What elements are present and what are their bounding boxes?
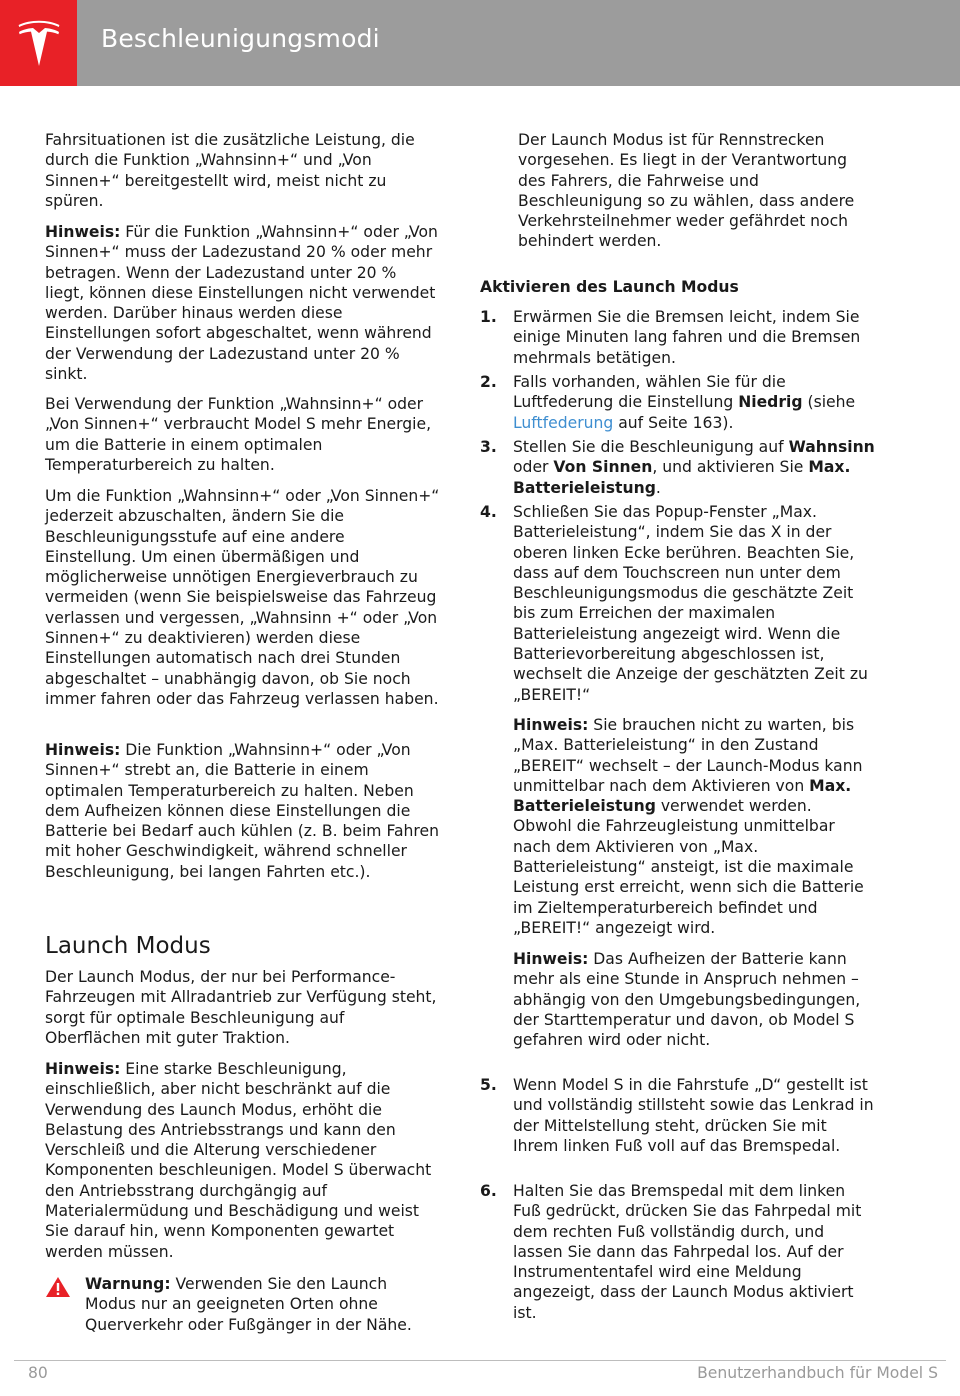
warning-text-block [85,1274,440,1335]
warning-triangle-icon [45,1276,71,1298]
step-text-part: Stellen Sie die Beschleunigung auf [513,438,789,456]
step-number: 2. [480,373,497,391]
setting-name: Von Sinnen [553,458,653,477]
setting-name: Niedrig [738,393,803,412]
note-block [45,740,440,882]
paragraph [45,394,440,475]
step-text-part: (siehe [802,393,856,412]
step-text-part: oder [513,458,554,477]
note-text: Die Funktion „Wahnsinn+“ oder „Von Sinnen+“ strebt an, die Batterie in einem optimalen Temperaturbereich zu halten. Neben dem Aufheizen können diese Einstellungen die Batterie bei Bedarf auch kühlen (z. B. beim Fahren mit hoher Geschwindigkeit, während schneller Beschleunigung, bei langen Fahrten etc.). [45,741,439,881]
warning-continuation [518,130,878,252]
link-luftfederung[interactable]: Luftfederung [513,413,614,432]
step-text: Halten Sie das Bremspedal mit dem linken Fuß gedrückt, drücken Sie das Fahrpedal mit dem rechten Fuß vollständig durch, und lassen Sie dann das Fahrpedal los. Auf der Instrumententafel wird eine Meldung angezeigt, dass der Launch Modus aktiviert ist. [513,1182,862,1322]
step-text: Wenn Model S in die Fahrstufe „D“ gestellt ist und vollständig stillsteht sowie das Lenkrad in der Mittelstellung steht, drücken Sie mit Ihrem linken Fuß voll auf das Bremspedal. [513,1076,874,1155]
step-number: 3. [480,438,497,456]
step-number: 4. [480,503,497,521]
setting-name: Max. Batterieleistung [513,458,851,497]
warning-label: Warnung: [85,1275,171,1293]
brand-logo [0,0,77,86]
paragraph [45,130,440,211]
step-number: 5. [480,1076,497,1094]
note-block [513,949,875,1050]
tesla-logo-icon [16,19,62,67]
step-text-part: . [655,478,661,497]
paragraph [45,486,440,709]
note-block [45,1059,440,1262]
note-label: Hinweis: [45,1060,121,1078]
note-label: Hinweis: [513,716,589,734]
step-number: 6. [480,1182,497,1200]
step-text: Schließen Sie das Popup-Fenster „Max. Batterieleistung“, indem Sie das X in der oberen linken Ecke berühren. Beachten Sie, dass auf dem Touchscreen nun unter dem Beschleunigungsmodus die geschätzte Zeit bis zum Erreichen der maximalen Batterieleistung angezeigt wird. Wenn die Batterievorbereitung abgeschlossen ist, wechselt die Anzeige der geschätzten Zeit zu „BEREIT!“ [513,503,868,704]
page-header [0,0,960,86]
note-text: Das Aufheizen der Batterie kann mehr als eine Stunde in Anspruch nehmen – abhängig von den Umgebungsbedingungen, der Starttemperatur und davon, ob Model S gefahren wird oder nicht. [513,950,861,1050]
note-block [513,715,875,938]
section-heading-aktivieren: Aktivieren des Launch Modus [480,278,739,296]
paragraph-text: Bei Verwendung der Funktion „Wahnsinn+“ oder „Von Sinnen+“ verbraucht Model S mehr Energie, um die Batterie in einem optimalen Temperaturbereich zu halten. [45,395,432,474]
note-block [45,222,440,384]
step-text-part: auf Seite 163). [613,413,734,432]
page-number: 80 [28,1364,48,1382]
footer-divider [14,1360,946,1361]
warning-text: Verwenden Sie den Launch Modus nur an geeigneten Orten ohne Querverkehr oder Fußgänger in der Nähe. [85,1275,412,1334]
paragraph-text: Um die Funktion „Wahnsinn+“ oder „Von Sinnen+“ jederzeit abzuschalten, ändern Sie die Beschleunigungsstufe auf eine andere Einstellung. Um einen übermäßigen und möglicherweise unnötigen Energieverbrauch zu vermeiden (wenn Sie beispielsweise das Fahrzeug verlassen und vergessen, „Wahnsinn +“ oder „Von Sinnen+“ zu deaktivieren) werden diese Einstellungen automatisch nach drei Stunden abgeschaltet – unabhängig davon, ob Sie noch immer fahren oder das Fahrzeug verlassen haben. [45,487,440,708]
paragraph [45,967,440,1048]
setting-name: Max. Batterieleistung [513,776,852,816]
step-text-part: , und aktivieren Sie [652,458,809,477]
section-heading-launch-modus: Launch Modus [45,933,211,959]
step-text [513,437,875,498]
note-label: Hinweis: [513,950,589,968]
note-text: verwendet werden. Obwohl die Fahrzeugleistung unmittelbar nach dem Aktivieren von „Max. Batterieleistung“ ansteigt, ist die maximale Leistung erst erreicht, wenn sich die Batterie im Zieltemperaturbereich befindet und „BEREIT!“ angezeigt wird. [513,797,864,937]
note-label: Hinweis: [45,741,121,759]
paragraph-text: Fahrsituationen ist die zusätzliche Leistung, die durch die Funktion „Wahnsinn+“ und „Von Sinnen+“ bereitgestellt wird, meist nicht zu spüren. [45,131,415,210]
paragraph-text: Der Launch Modus, der nur bei Performance-Fahrzeugen mit Allradantrieb zur Verfügung steht, sorgt für optimale Beschleunigung auf Oberflächen mit guter Traktion. [45,968,437,1047]
note-text: Sie brauchen nicht zu warten, bis „Max. Batterieleistung“ in den Zustand „BEREIT“ wechselt – der Launch-Modus kann unmittelbar nach dem Aktivieren von [513,716,863,795]
setting-name: Wahnsinn [788,438,875,456]
step-text-part: Falls vorhanden, wählen Sie für die Luftfederung die Einstellung [513,373,786,412]
step-number: 1. [480,308,497,326]
note-label: Hinweis: [45,223,121,241]
manual-title: Benutzerhandbuch für Model S [697,1364,938,1382]
step-text [513,372,875,433]
step-text: Erwärmen Sie die Bremsen leicht, indem Sie einige Minuten lang fahren und die Bremsen mehrmals betätigen. [513,308,861,367]
note-text: Eine starke Beschleunigung, einschließlich, aber nicht beschränkt auf die Verwendung des Launch Modus, erhöht die Belastung des Antriebsstrangs und kann den Verschleiß und die Alterung verschiedener Komponenten beschleunigen. Model S überwacht den Antriebsstrang durchgängig auf Materialermüdung und Beschädigung und weist Sie darauf hin, wenn Komponenten gewartet werden müssen. [45,1060,432,1261]
page-title: Beschleunigungsmodi [101,24,380,53]
note-text: Für die Funktion „Wahnsinn+“ oder „Von Sinnen+“ muss der Ladezustand 20 % oder mehr betragen. Wenn der Ladezustand unter 20 % liegt, können diese Einstellungen nicht verwendet werden. Darüber hinaus werden diese Einstellungen sofort abgeschaltet, wenn während der Verwendung der Ladezustand unter 20 % sinkt. [45,223,438,384]
warning-continuation-text: Der Launch Modus ist für Rennstrecken vorgesehen. Es liegt in der Verantwortung des Fahrers, die Fahrweise und Beschleunigung so zu wählen, dass andere Verkehrsteilnehmer weder gefährdet noch behindert werden. [518,131,855,251]
